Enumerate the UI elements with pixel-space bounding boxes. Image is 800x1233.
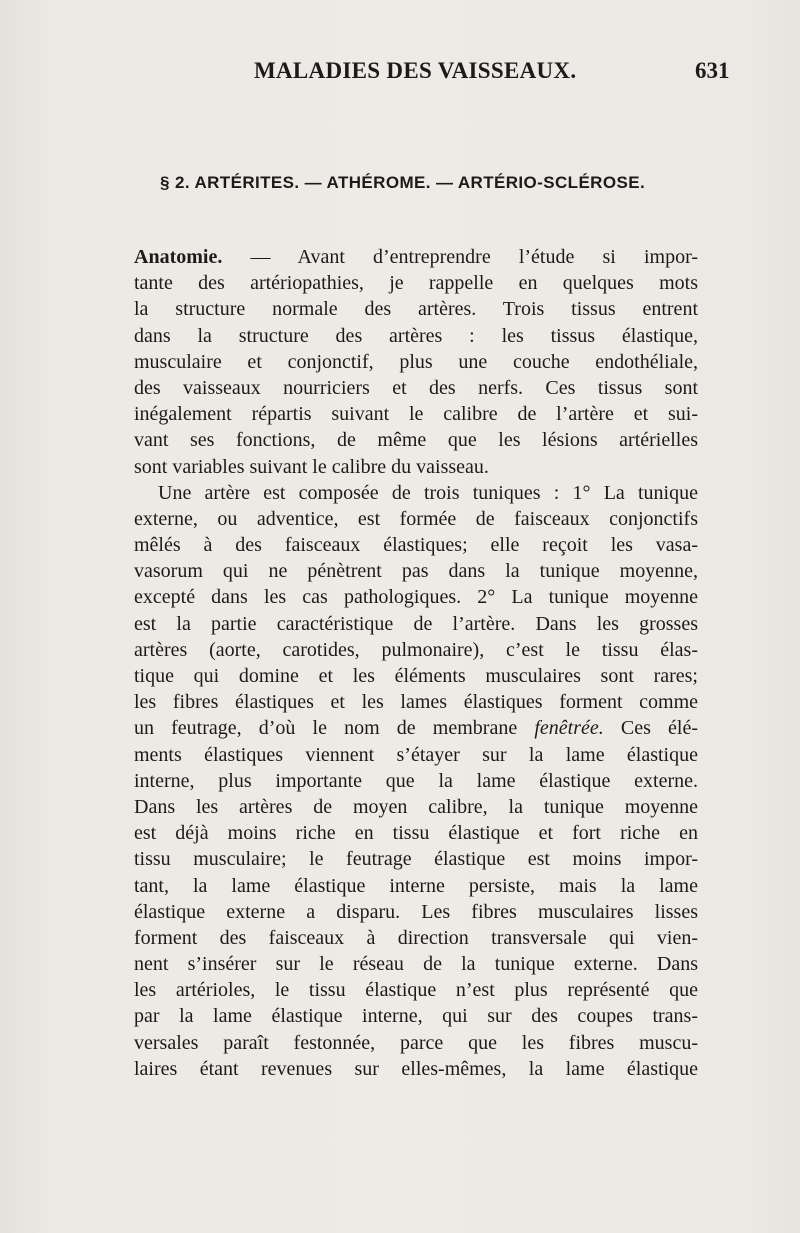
page-number: 631 (695, 58, 730, 83)
text-line: Dans les artères de moyen calibre, la tunique moyenne (134, 795, 698, 818)
text-fragment: Ces élé- (603, 717, 698, 740)
text-line: externe, ou adventice, est formée de faisceaux conjonctifs (134, 507, 698, 530)
text-line: artères (aorte, carotides, pulmonaire), c’est le tissu élas- (134, 638, 698, 661)
text-line: inégalement répartis suivant le calibre de l’artère et sui- (134, 403, 698, 426)
text-line: sont variables suivant le calibre du vaisseau. (134, 455, 489, 478)
text-line: vant ses fonctions, de même que les lésions artérielles (134, 429, 698, 452)
text-line: dans la structure des artères : les tissus élastique, (134, 324, 698, 347)
text-line: nent s’insérer sur le réseau de la tunique externe. Dans (134, 953, 698, 976)
text-line: tant, la lame élastique interne persiste, mais la lame (134, 874, 698, 897)
paragraph-lead: Anatomie. (134, 246, 223, 268)
text-line: Une artère est composée de trois tuniques : 1° La tunique (158, 481, 698, 504)
section-heading: § 2. ARTÉRITES. — ATHÉROME. — ARTÉRIO-SCLÉROSE. (160, 173, 646, 192)
text-line: tante des artériopathies, je rappelle en quelques mots (134, 272, 698, 295)
text-line (134, 244, 698, 270)
text-line: est la partie caractéristique de l’artère. Dans les grosses (134, 612, 698, 635)
text-line: par la lame élastique interne, qui sur des coupes trans- (134, 1005, 698, 1028)
text-line: tissu musculaire; le feutrage élastique est moins impor- (134, 848, 698, 871)
running-head (0, 58, 800, 92)
running-title: MALADIES DES VAISSEAUX. (254, 58, 577, 83)
text-line: tique qui domine et les éléments musculaires sont rares; (134, 665, 698, 687)
text-line: forment des faisceaux à direction transversale qui vien- (134, 926, 698, 949)
text-line: la structure normale des artères. Trois tissus entrent (134, 298, 698, 321)
italic-term: fenêtrée. (534, 717, 604, 740)
text-line: vasorum qui ne pénètrent pas dans la tunique moyenne, (134, 560, 698, 583)
text-line (134, 715, 698, 741)
text-line: excepté dans les cas pathologiques. 2° La tunique moyenne (134, 586, 698, 609)
text-line: versales paraît festonnée, parce que les fibres muscu- (134, 1031, 698, 1054)
text-line: les fibres élastiques et les lames élastiques forment comme (134, 691, 698, 714)
text-fragment: un feutrage, d’où le nom de membrane (134, 717, 535, 740)
text-fragment: — Avant d’entreprendre l’étude si impor- (222, 246, 698, 268)
text-line: les artérioles, le tissu élastique n’est plus représenté que (134, 979, 698, 1002)
text-line: mêlés à des faisceaux élastiques; elle reçoit les vasa- (134, 534, 698, 557)
text-line: élastique externe a disparu. Les fibres musculaires lisses (134, 900, 698, 923)
text-line: laires étant revenues sur elles-mêmes, la lame élastique (134, 1057, 698, 1080)
text-line: musculaire et conjonctif, plus une couche endothéliale, (134, 350, 698, 373)
text-line: est déjà moins riche en tissu élastique et fort riche en (134, 822, 698, 845)
text-line: interne, plus importante que la lame élastique externe. (134, 769, 698, 792)
text-line: ments élastiques viennent s’étayer sur la lame élastique (134, 743, 698, 766)
body-text (134, 244, 698, 1082)
text-line: des vaisseaux nourriciers et des nerfs. Ces tissus sont (134, 376, 698, 399)
